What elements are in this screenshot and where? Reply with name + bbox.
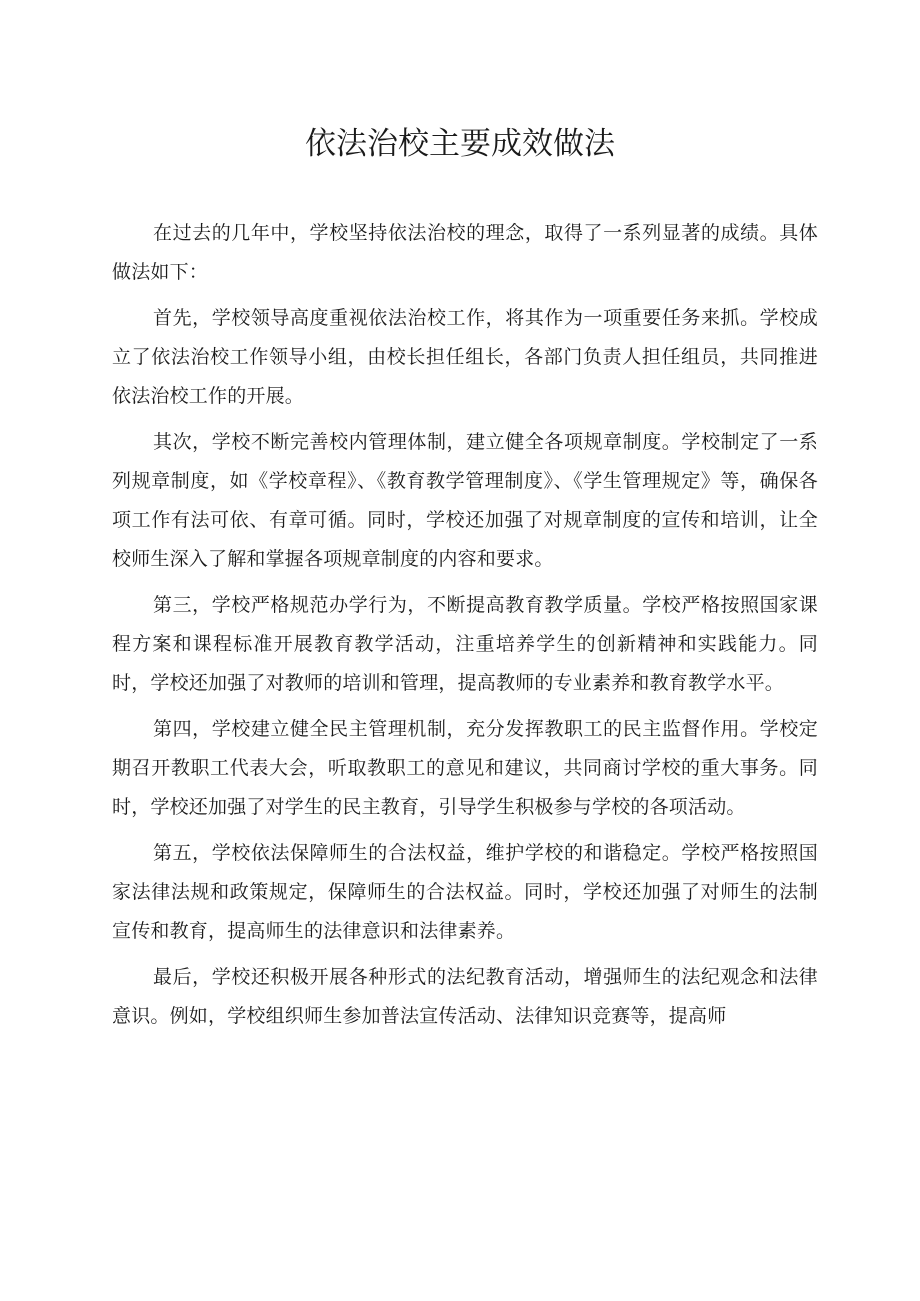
paragraph-fifth: 第五，学校依法保障师生的合法权益，维护学校的和谐稳定。学校严格按照国家法律法规和政策规定，保障师生的合法权益。同时，学校还加强了对师生的法制宣传和教育，提高师生的法律意识和法律素养。 [112,842,818,942]
document-body [112,214,818,1043]
paragraph-fourth: 第四，学校建立健全民主管理机制，充分发挥教职工的民主监督作用。学校定期召开教职工代表大会，听取教职工的意见和建议，共同商讨学校的重大事务。同时，学校还加强了对学生的民主教育，引导学生积极参与学校的各项活动。 [112,718,818,818]
paragraph-third: 第三，学校严格规范办学行为，不断提高教育教学质量。学校严格按照国家课程方案和课程标准开展教育教学活动，注重培养学生的创新精神和实践能力。同时，学校还加强了对教师的培训和管理，提高教师的专业素养和教育教学水平。 [112,594,818,694]
paragraph-second: 其次，学校不断完善校内管理体制，建立健全各项规章制度。学校制定了一系列规章制度，如《学校章程》、《教育教学管理制度》、《学生管理规定》等，确保各项工作有法可依、有章可循。同时，学校还加强了对规章制度的宣传和培训，让全校师生深入了解和掌握各项规章制度的内容和要求。 [112,431,818,570]
paragraph-intro: 在过去的几年中，学校坚持依法治校的理念，取得了一系列显著的成绩。具体做法如下： [112,222,818,283]
paragraph-first: 首先，学校领导高度重视依法治校工作，将其作为一项重要任务来抓。学校成立了依法治校工作领导小组，由校长担任组长，各部门负责人担任组员，共同推进依法治校工作的开展。 [112,307,818,407]
document-title: 依法治校主要成效做法 [305,126,615,162]
paragraph-last: 最后，学校还积极开展各种形式的法纪教育活动，增强师生的法纪观念和法律意识。例如，学校组织师生参加普法宣传活动、法律知识竞赛等，提高师 [112,966,818,1027]
